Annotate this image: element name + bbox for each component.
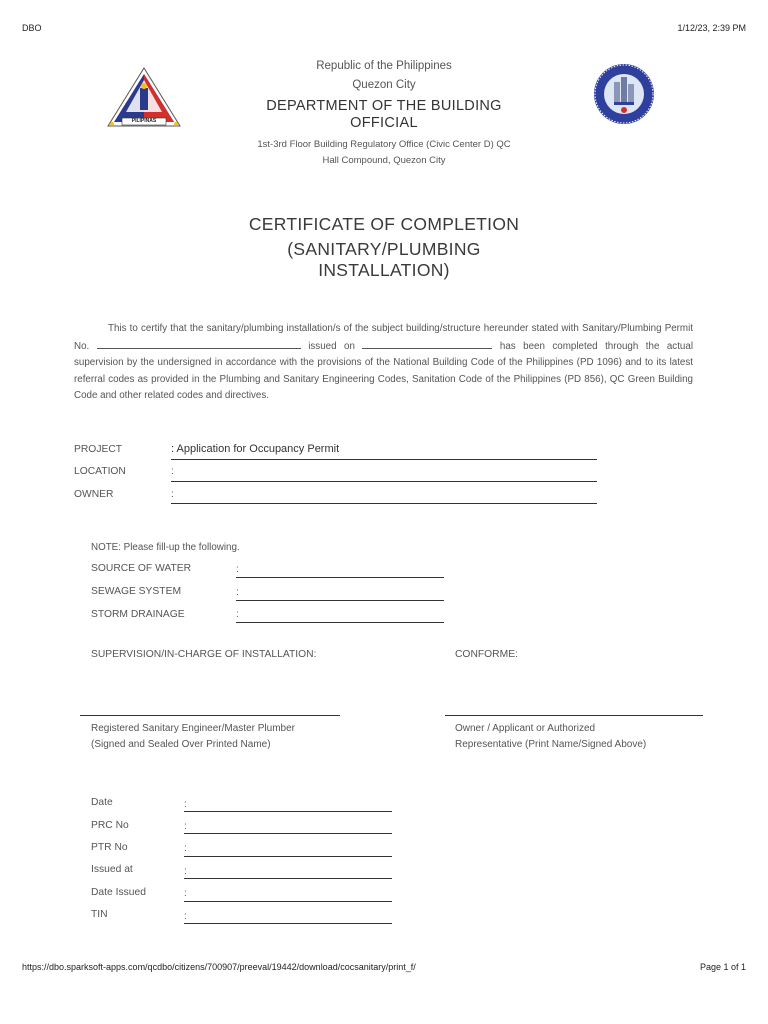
ptr-label: PTR No: [91, 842, 128, 853]
storm-drainage-line[interactable]: [236, 622, 444, 623]
prc-colon: :: [184, 821, 187, 832]
project-line[interactable]: [171, 459, 597, 460]
note-text: NOTE: Please fill-up the following.: [91, 542, 240, 553]
department-title-line1: DEPARTMENT OF THE BUILDING: [266, 98, 502, 114]
conforme-label: CONFORME:: [455, 649, 518, 660]
footer-page-number: Page 1 of 1: [699, 962, 746, 972]
location-label: LOCATION: [74, 466, 126, 477]
prc-label: PRC No: [91, 820, 129, 831]
ptr-line[interactable]: [184, 856, 392, 857]
source-water-label: SOURCE OF WATER: [91, 563, 192, 574]
republic-text: Republic of the Philippines: [316, 60, 452, 72]
sewage-system-line[interactable]: [236, 600, 444, 601]
address-line1: 1st-3rd Floor Building Regulatory Office (Civic Center D) QC: [257, 139, 511, 150]
address-line2: Hall Compound, Quezon City: [322, 155, 446, 166]
issued-at-colon: :: [184, 866, 187, 877]
date-label: Date: [91, 797, 113, 808]
date-colon: :: [184, 799, 187, 810]
location-colon: :: [171, 466, 174, 477]
tin-line[interactable]: [184, 923, 392, 924]
dbo-seal-icon: [592, 62, 656, 126]
owner-caption-line1: Owner / Applicant or Authorized: [455, 723, 596, 734]
paragraph-part1: This to certify that the sanitary/plumbing installation/s of the subject building/structure hereunder stated with Sanitary/Plumbing Permit No.: [74, 323, 693, 352]
project-label: PROJECT: [74, 444, 123, 455]
certification-paragraph: [74, 321, 693, 405]
source-water-colon: :: [236, 564, 239, 575]
date-line[interactable]: [184, 811, 392, 812]
storm-drainage-colon: :: [236, 609, 239, 620]
city-text: Quezon City: [352, 79, 416, 91]
location-line[interactable]: [171, 481, 597, 482]
paragraph-part2: issued on: [308, 340, 355, 352]
project-value: : Application for Occupancy Permit: [171, 443, 340, 455]
issued-on-blank[interactable]: [362, 338, 492, 349]
department-title-line2: OFFICIAL: [350, 115, 418, 131]
certificate-title-line1: CERTIFICATE OF COMPLETION: [248, 214, 520, 234]
sewage-system-colon: :: [236, 587, 239, 598]
footer-url: https://dbo.sparksoft-apps.com/qcdbo/citizens/700907/preeval/19442/download/cocsanitary/print_f/: [22, 962, 416, 972]
storm-drainage-label: STORM DRAINAGE: [91, 609, 185, 620]
owner-label: OWNER: [74, 489, 114, 500]
source-water-line[interactable]: [236, 577, 444, 578]
date-issued-label: Date Issued: [91, 887, 146, 898]
certificate-title-line2: (SANITARY/PLUMBING: [287, 239, 481, 259]
owner-caption-line2: Representative (Print Name/Signed Above): [455, 739, 647, 750]
owner-line[interactable]: [171, 503, 597, 504]
prc-line[interactable]: [184, 833, 392, 834]
engineer-caption-line2: (Signed and Sealed Over Printed Name): [91, 739, 271, 750]
ptr-colon: :: [184, 843, 187, 854]
print-header-datetime: 1/12/23, 2:39 PM: [677, 23, 746, 33]
issued-at-line[interactable]: [184, 878, 392, 879]
owner-colon: :: [171, 489, 174, 500]
certificate-title-line3: INSTALLATION): [318, 260, 450, 280]
date-issued-line[interactable]: [184, 901, 392, 902]
tin-colon: :: [184, 911, 187, 922]
supervision-label: SUPERVISION/IN-CHARGE OF INSTALLATION:: [91, 649, 317, 660]
left-seal-label: PILIPINAS: [131, 118, 157, 124]
issued-at-label: Issued at: [91, 864, 133, 875]
print-header-site: DBO: [22, 23, 42, 33]
paragraph-part3: has been completed through the actual supervision by the undersigned in accordance with the provisions of the National Building Code of the Philippines (PD 1096) and to its latest referral codes as provided in the Plumbing and Sanitary Engineering Codes, Sanitation Code of the Philippines (PD 856), QC Green Building Code and other related codes and directives.: [74, 340, 693, 401]
tin-label: TIN: [91, 909, 108, 920]
date-issued-colon: :: [184, 888, 187, 899]
sewage-system-label: SEWAGE SYSTEM: [91, 586, 182, 597]
owner-signature-line[interactable]: [445, 715, 703, 716]
engineer-signature-line[interactable]: [80, 715, 340, 716]
engineer-caption-line1: Registered Sanitary Engineer/Master Plumber: [91, 723, 295, 734]
permit-number-blank[interactable]: [97, 338, 301, 349]
